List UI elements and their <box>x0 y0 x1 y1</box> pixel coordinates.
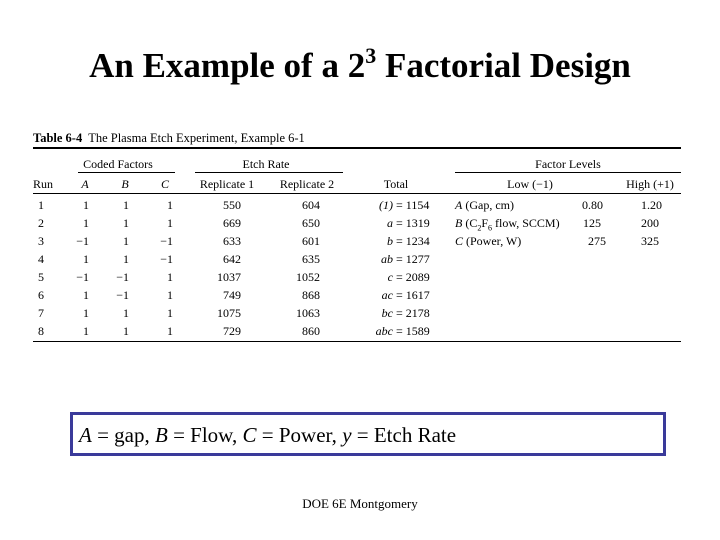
table-caption-label: Table 6-4 <box>33 131 83 145</box>
group-header-etch-rate: Etch Rate <box>242 157 290 171</box>
slide-footer: DOE 6E Montgomery <box>302 496 418 511</box>
cell-run: 1 <box>38 198 44 212</box>
factor-b-mid: F <box>481 216 489 230</box>
factor-a-high: 1.20 <box>641 198 662 212</box>
cell-a: 1 <box>83 198 89 212</box>
factor-b-high: 200 <box>641 216 659 230</box>
factor-a-symbol: A <box>455 198 463 212</box>
cell-a: 1 <box>83 252 89 266</box>
cell-b: −1 <box>116 288 129 302</box>
cell-replicate-1: 729 <box>223 324 241 338</box>
col-header-run: Run <box>33 177 54 191</box>
cell-replicate-2: 601 <box>302 234 320 248</box>
cell-replicate-1: 669 <box>223 216 241 230</box>
factor-level-b-label <box>455 216 560 235</box>
factor-b-desc: (C <box>462 216 478 230</box>
cell-c: 1 <box>167 270 173 284</box>
table-bottom-rule <box>33 341 681 342</box>
def-b-symbol: B <box>155 423 168 447</box>
cell-b: 1 <box>123 324 129 338</box>
cell-b: −1 <box>116 270 129 284</box>
cell-total-value: = 1277 <box>396 252 430 266</box>
factor-b-tail: flow, SCCM) <box>492 216 560 230</box>
cell-replicate-2: 650 <box>302 216 320 230</box>
cell-replicate-1: 1037 <box>217 270 241 284</box>
cell-a: −1 <box>76 234 89 248</box>
cell-replicate-2: 860 <box>302 324 320 338</box>
cell-a: 1 <box>83 306 89 320</box>
col-header-total: Total <box>383 177 409 191</box>
table-caption-text: The Plasma Etch Experiment, Example 6-1 <box>88 131 305 145</box>
group-header-factor-levels: Factor Levels <box>535 157 601 171</box>
cell-c: −1 <box>160 252 173 266</box>
cell-b: 1 <box>123 216 129 230</box>
def-a-symbol: A <box>79 423 92 447</box>
cell-total-label: bc <box>381 306 393 320</box>
cell-total-value: = 2178 <box>396 306 430 320</box>
table-top-rule <box>33 147 681 149</box>
factor-b-symbol: B <box>455 216 463 230</box>
coded-factors-underline <box>78 172 175 173</box>
cell-run: 7 <box>38 306 44 320</box>
title-rest: Factorial Design <box>376 46 631 85</box>
def-b-text: = Flow, <box>167 423 243 447</box>
cell-total-value: = 1589 <box>396 324 430 338</box>
cell-a: 1 <box>83 324 89 338</box>
col-header-high: High (+1) <box>626 177 674 191</box>
cell-c: 1 <box>167 216 173 230</box>
def-y-text: = Etch Rate <box>351 423 457 447</box>
cell-c: 1 <box>167 324 173 338</box>
cell-run: 8 <box>38 324 44 338</box>
variable-definitions-box <box>70 412 666 456</box>
cell-total-label: b <box>387 234 393 248</box>
cell-run: 4 <box>38 252 44 266</box>
cell-c: 1 <box>167 198 173 212</box>
cell-total-value: = 1617 <box>396 288 430 302</box>
col-header-low: Low (−1) <box>507 177 553 191</box>
col-header-c: C <box>160 177 170 191</box>
header-rule <box>33 193 681 194</box>
cell-run: 3 <box>38 234 44 248</box>
cell-replicate-2: 1063 <box>296 306 320 320</box>
cell-total-value: = 1234 <box>396 234 430 248</box>
cell-replicate-1: 633 <box>223 234 241 248</box>
table-caption <box>33 131 305 146</box>
def-c-text: = Power, <box>256 423 343 447</box>
factor-c-desc: (Power, W) <box>463 234 522 248</box>
cell-replicate-2: 635 <box>302 252 320 266</box>
cell-b: 1 <box>123 198 129 212</box>
cell-total-value: = 1319 <box>396 216 430 230</box>
factor-b-sub2: 6 <box>488 223 493 233</box>
cell-replicate-1: 1075 <box>217 306 241 320</box>
cell-c: 1 <box>167 306 173 320</box>
factor-b-low: 125 <box>583 216 601 230</box>
cell-b: 1 <box>123 234 129 248</box>
cell-total-label: c <box>387 270 393 284</box>
col-header-replicate-2: Replicate 2 <box>279 177 335 191</box>
title-main: An Example of a 2 <box>89 46 366 85</box>
factor-a-low: 0.80 <box>582 198 603 212</box>
cell-replicate-2: 868 <box>302 288 320 302</box>
cell-replicate-2: 604 <box>302 198 320 212</box>
factor-c-high: 325 <box>641 234 659 248</box>
cell-total-label: abc <box>375 324 393 338</box>
def-y-symbol: y <box>342 423 352 447</box>
slide-title <box>0 44 720 88</box>
cell-b: 1 <box>123 306 129 320</box>
factor-c-symbol: C <box>455 234 464 248</box>
def-c-symbol: C <box>242 423 257 447</box>
cell-replicate-1: 550 <box>223 198 241 212</box>
variable-definitions-text <box>79 423 456 447</box>
col-header-replicate-1: Replicate 1 <box>199 177 255 191</box>
cell-a: 1 <box>83 216 89 230</box>
col-header-b: B <box>121 177 129 191</box>
cell-total-value: = 2089 <box>396 270 430 284</box>
title-superscript: 3 <box>365 43 377 68</box>
cell-total-label: ac <box>381 288 393 302</box>
cell-run: 6 <box>38 288 44 302</box>
cell-total-label: a <box>387 216 393 230</box>
etch-rate-underline <box>195 172 343 173</box>
factor-b-sub1: 2 <box>477 223 482 233</box>
factor-c-low: 275 <box>588 234 606 248</box>
cell-replicate-1: 642 <box>223 252 241 266</box>
group-header-coded-factors: Coded Factors <box>83 157 153 171</box>
factor-levels-underline <box>455 172 681 173</box>
cell-replicate-1: 749 <box>223 288 241 302</box>
factor-a-desc: (Gap, cm) <box>462 198 514 212</box>
cell-run: 2 <box>38 216 44 230</box>
factor-level-c-label <box>455 234 521 248</box>
cell-b: 1 <box>123 252 129 266</box>
cell-total-label: ab <box>381 252 393 266</box>
cell-total-value: = 1154 <box>396 198 430 212</box>
cell-a: 1 <box>83 288 89 302</box>
factor-level-a-label <box>455 198 514 212</box>
cell-total-label: (1) <box>379 198 393 212</box>
cell-a: −1 <box>76 270 89 284</box>
cell-c: 1 <box>167 288 173 302</box>
def-a-text: = gap, <box>91 423 155 447</box>
cell-run: 5 <box>38 270 44 284</box>
col-header-a: A <box>81 177 89 191</box>
cell-c: −1 <box>160 234 173 248</box>
cell-replicate-2: 1052 <box>296 270 320 284</box>
